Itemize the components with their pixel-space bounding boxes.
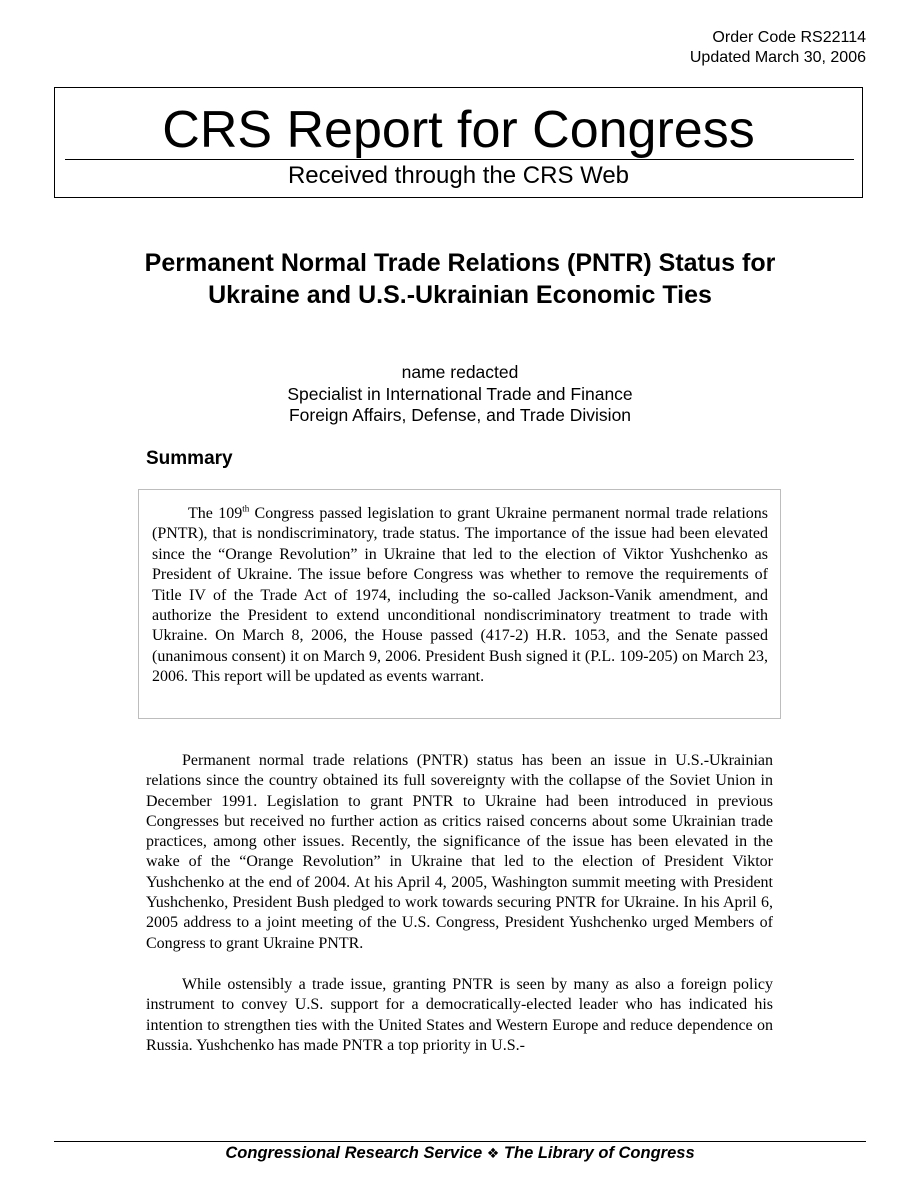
summary-lead: The 109	[188, 505, 243, 522]
summary-superscript: th	[242, 503, 250, 514]
footer-right: The Library of Congress	[503, 1144, 695, 1162]
updated-date: Updated March 30, 2006	[689, 49, 866, 66]
author-division: Foreign Affairs, Defense, and Trade Division	[288, 405, 632, 425]
masthead-subtitle: Received through the CRS Web	[287, 162, 630, 189]
diamond-icon: ❖	[486, 1145, 500, 1161]
masthead-title: CRS Report for Congress	[162, 101, 755, 159]
footer	[0, 1142, 920, 1164]
summary-text	[152, 504, 768, 688]
order-info	[690, 28, 866, 68]
report-title: Permanent Normal Trade Relations (PNTR) Status for Ukraine and U.S.-Ukrainian Economic Ties	[144, 249, 776, 309]
footer-left: Congressional Research Service	[225, 1144, 483, 1162]
author-name: name redacted	[401, 362, 519, 382]
summary-heading: Summary	[146, 448, 233, 469]
author-role: Specialist in International Trade and Finance	[287, 383, 633, 404]
author-block	[160, 362, 760, 427]
summary-box	[138, 489, 781, 719]
body-paragraph-1: Permanent normal trade relations (PNTR) status has been an issue in U.S.-Ukrainian relations since the country obtained its full sovereignty with the collapse of the Soviet Union in December 1991. Legislation to grant PNTR to Ukraine had been introduced in previous Congresses but received no further action as critics raised concerns about some Ukrainian trade practices, among other issues. Recently, the significance of the issue has been elevated in the wake of the “Orange Revolution” in Ukraine that led to the election of President Viktor Yushchenko at the end of 2004. At his April 4, 2005, Washington summit meeting with President Yushchenko, President Bush pledged to work towards securing PNTR for Ukraine. In his April 6, 2005 address to a joint meeting of the U.S. Congress, President Yushchenko urged Members of Congress to grant Ukraine PNTR.	[146, 752, 773, 952]
order-code: Order Code RS22114	[712, 29, 866, 46]
crs-masthead	[54, 87, 863, 198]
masthead-divider	[65, 159, 854, 160]
summary-body: Congress passed legislation to grant Ukraine permanent normal trade relations (PNTR), that is nondiscriminatory, trade status. The importance of the issue had been elevated since the “Orange Revolution” in Ukraine that led to the election of Viktor Yushchenko as President of Ukraine. The issue before Congress was whether to remove the requirements of Title IV of the Trade Act of 1974, including the so-called Jackson-Vanik amendment, and authorize the President to extend unconditional nondiscriminatory treatment to trade with Ukraine. On March 8, 2006, the House passed (417-2) H.R. 1053, and the Senate passed (unanimous consent) it on March 9, 2006. President Bush signed it (P.L. 109-205) on March 23, 2006. This report will be updated as events warrant.	[152, 505, 769, 686]
body-paragraph-2: While ostensibly a trade issue, granting PNTR is seen by many as also a foreign policy instrument to convey U.S. support for a democratically-elected leader who has indicated his intention to strengthen ties with the United States and Western Europe and reduce dependence on Russia. Yushchenko has made PNTR a top priority in U.S.-	[146, 976, 773, 1054]
